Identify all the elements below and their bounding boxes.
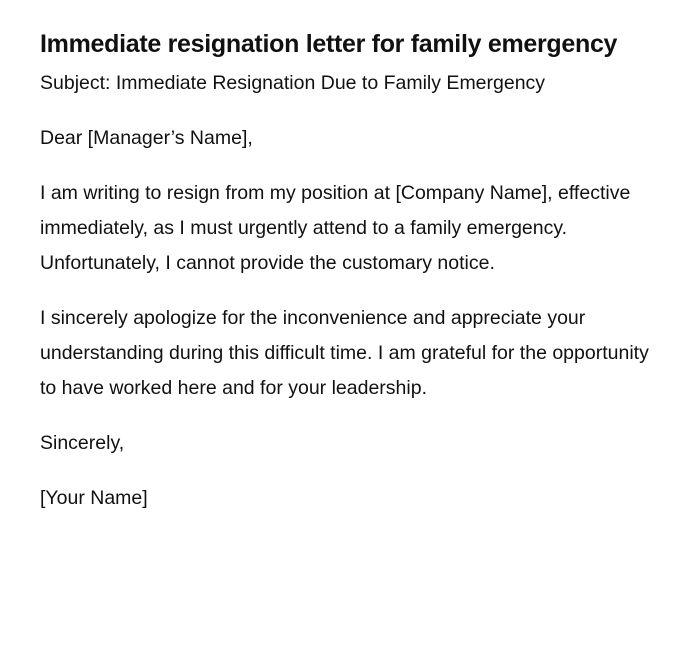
letter-paragraph: I am writing to resign from my position at [Company Name], effective immediately, as I must urgently attend to a family emergency. Unfortunately, I cannot provide the customary notice.	[40, 182, 631, 274]
letter-closing: Sincerely,	[40, 432, 125, 454]
letter-title: Immediate resignation letter for family emergency	[40, 30, 618, 58]
letter-greeting: Dear [Manager’s Name],	[40, 127, 253, 149]
letter-paragraph: I sincerely apologize for the inconvenience and appreciate your understanding during this difficult time. I am grateful for the opportunity to have worked here and for your leadership.	[40, 307, 649, 399]
letter-document	[40, 22, 660, 536]
letter-subject: Subject: Immediate Resignation Due to Family Emergency	[40, 72, 546, 94]
letter-signature: [Your Name]	[40, 487, 148, 509]
